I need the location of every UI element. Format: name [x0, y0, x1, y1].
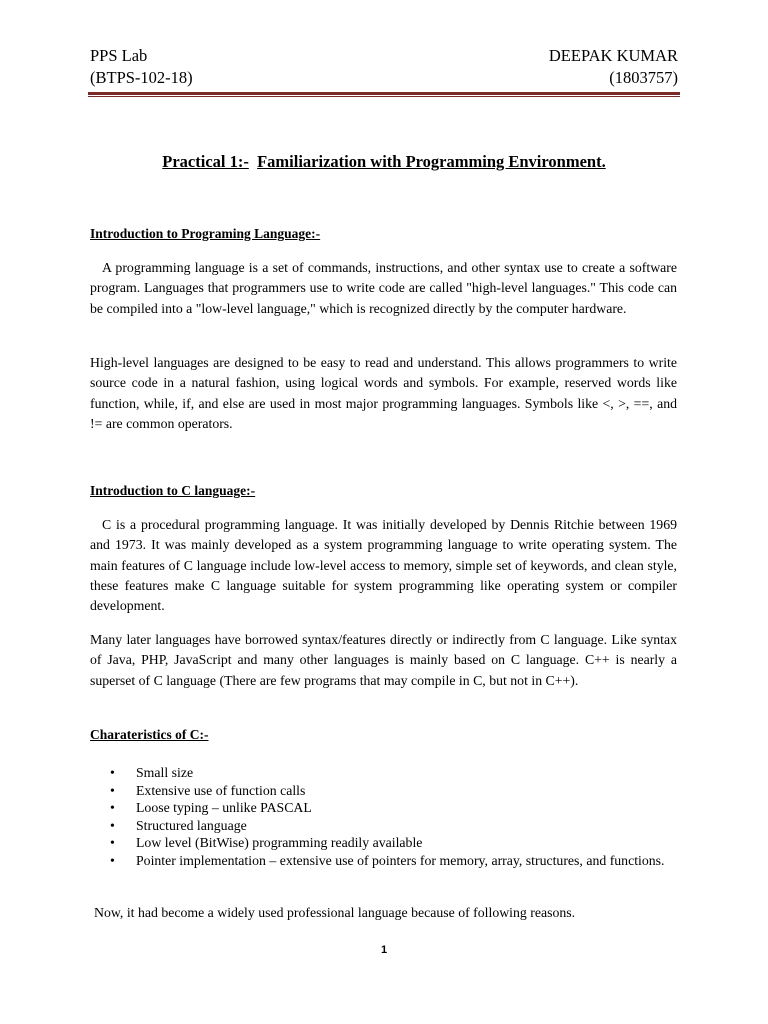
- paragraph-intro-c-2: Many later languages have borrowed syntax/features directly or indirectly from C language. Like syntax of Java, PHP, JavaScript and many other languages is mainly based on C language. C++ is nearly a superset of C language (There are few programs that may compile in C, but not in C++).: [90, 632, 677, 688]
- bullet-icon: •: [110, 835, 115, 850]
- header-divider: [88, 92, 680, 97]
- list-item-text: Low level (BitWise) programming readily available: [136, 835, 423, 850]
- course-code: (BTPS-102-18): [90, 68, 193, 87]
- bullet-icon: •: [110, 765, 115, 780]
- list-item-text: Small size: [136, 765, 194, 780]
- list-item-text: Loose typing – unlike PASCAL: [136, 800, 312, 815]
- list-item: [110, 817, 678, 835]
- heading-characteristics: Charateristics of C:-: [90, 727, 209, 742]
- bullet-icon: •: [110, 817, 115, 833]
- title-prefix: Practical 1:-: [162, 152, 249, 171]
- paragraph-intro-c-1: C is a procedural programming language. It was initially developed by Dennis Ritchie between 1969 and 1973. It was mainly developed as a system programming language to write operating system. The main features of C language include low-level access to memory, simple set of keywords, and clean style, these features make C language suitable for system programming like operating system or compiler development.: [90, 517, 677, 614]
- header-left: [90, 45, 193, 89]
- characteristics-list: [110, 764, 678, 869]
- list-item-text: Structured language: [136, 817, 247, 833]
- list-item: [110, 799, 678, 817]
- course-name: PPS Lab: [90, 46, 148, 65]
- heading-intro-programming: Introduction to Programing Language:-: [90, 226, 321, 241]
- closing-paragraph: Now, it had become a widely used professional language because of following reasons.: [94, 905, 576, 920]
- roll-number: (1803757): [609, 68, 678, 87]
- heading-intro-c: Introduction to C language:-: [90, 483, 256, 498]
- list-item-text: Pointer implementation – extensive use of pointers for memory, array, structures, and functions.: [136, 852, 665, 868]
- list-item: [110, 834, 678, 852]
- bullet-icon: •: [110, 852, 115, 868]
- author-name: DEEPAK KUMAR: [548, 46, 678, 65]
- paragraph-intro-programming-1: A programming language is a set of commands, instructions, and other syntax use to create a software program. Languages that programmers use to write code are called "high-level languages." This code can be compiled into a "low-level language," which is recognized directly by the computer hardware.: [90, 260, 677, 316]
- title-text: Familiarization with Programming Environment.: [257, 152, 606, 171]
- bullet-icon: •: [110, 800, 115, 815]
- page-title: [0, 152, 768, 172]
- list-item: [110, 852, 678, 870]
- bullet-icon: •: [110, 782, 115, 798]
- list-item: [110, 782, 678, 800]
- list-item-text: Extensive use of function calls: [136, 782, 306, 798]
- page-number: 1: [380, 944, 388, 956]
- paragraph-intro-programming-2: High-level languages are designed to be easy to read and understand. This allows programmers to write source code in a natural fashion, using logical words and symbols. For example, reserved words like function, while, if, and else are used in most major programming languages. Symbols like <, >, ==, and != are common operators.: [90, 355, 677, 431]
- header-right: [549, 45, 678, 89]
- list-item: [110, 764, 678, 782]
